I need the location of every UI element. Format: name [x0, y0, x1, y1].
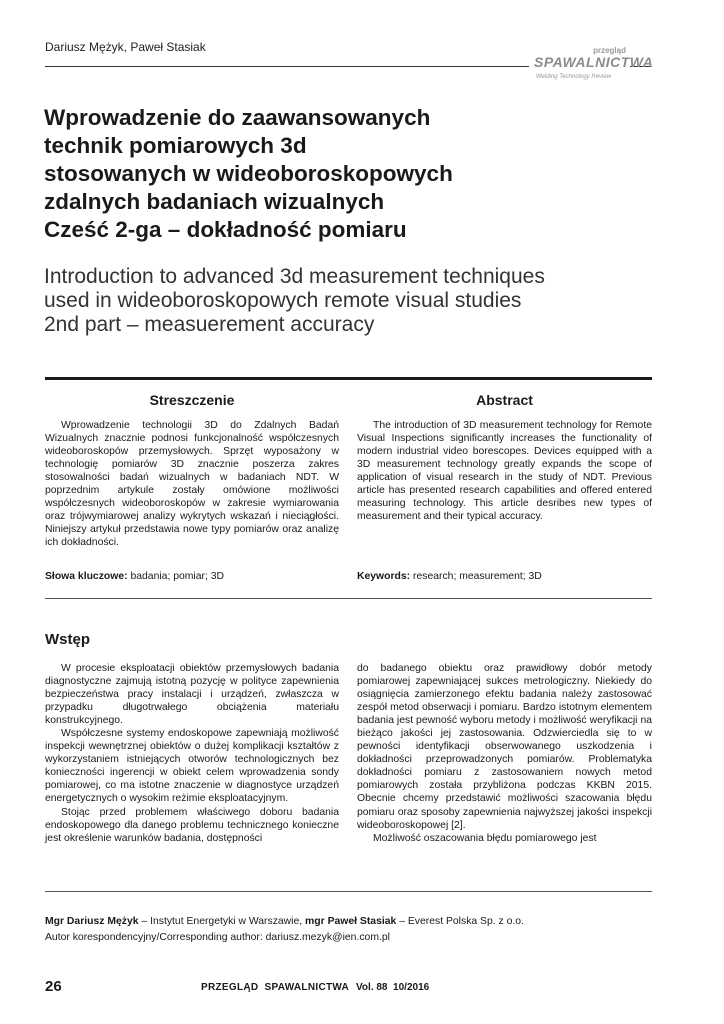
body-paragraph: Możliwość oszacowania błędu pomiarowego jest: [373, 832, 597, 844]
footnote-rule: [45, 891, 652, 892]
institution: – Everest Polska Sp. z o.o.: [396, 916, 524, 927]
keywords-value: badania; pomiar; 3D: [130, 571, 225, 582]
title-polish: [44, 104, 604, 244]
body-paragraph: Współczesne systemy endoskopowe zapewniają możliwość inspekcji wewnętrznej obiektów o dużej komplikacji kształtów z wykorzystaniem istniejących otworów technologicznych bez konieczności ingerencji w obiekt celem wprowadzenia sondy pomiarowej, co ma istotne znaczenie w diagnostyce urządzeń energetycznych o wysokim reżimie eksploatacyjnym.: [45, 728, 339, 805]
abstract-en-text: The introduction of 3D measurement technology for Remote Visual Inspections significantly increases the functionality of modern industrial video borescopes. Devices equipped with a 3D measurement technology greatly expands the scope of application of visual research in the study of NDT. Previous article has presented research capabilities and offered entered measuring technology. This article desribes new types of measurement and their typical accuracy.: [357, 420, 652, 523]
title-line: technik pomiarowych 3d: [44, 133, 307, 158]
body-paragraph: do badanego obiektu oraz prawidłowy dobór metody pomiarowej zapewniającej sukces metrologiczny. Niekiedy do osiągnięcia zamierzonego efektu badania należy zastosować zespół metod obserwacji i pomiaru. Bardzo istotnym elementem badania jest pewność wyboru metody i możliwość weryfikacji na bieżąco jakości jej zastosowania. Odzwierciedla się to w pewności identyfikacji obserwowanego uszkodzenia i dokładności przeprowadzonych pomiarów. Problematyka dokładności pomiaru z zastosowaniem nowych metod pomiarowych została przybliżona podczas KKBN 2015. Obecnie chcemy przedstawić możliwości szacowania błędu pomiaru oraz sposoby zapewnienia najwyższej jakości inspekcji wideoboroskopowej [2].: [357, 663, 652, 831]
logo-main-text: SPAWALNICTWA: [534, 54, 654, 70]
logo-top-text: przegląd: [593, 46, 626, 55]
body-column-right: [357, 662, 652, 845]
institution: – Instytut Energetyki w Warszawie,: [138, 916, 306, 927]
abstract-en-heading: Abstract: [476, 392, 533, 408]
keywords-label: Keywords:: [357, 571, 411, 582]
correspondence-line: Autor korespondencyjny/Corresponding author: dariusz.mezyk@ien.com.pl: [45, 932, 390, 943]
keywords-en: [357, 571, 652, 582]
title-line: used in wideoboroskopowych remote visual studies: [44, 289, 522, 312]
title-line: stosowanych w wideoboroskopowych: [44, 161, 453, 186]
title-line: 2nd part – measuerement accuracy: [44, 313, 375, 336]
author-affiliations: [45, 914, 524, 946]
keywords-label: Słowa kluczowe:: [45, 571, 128, 582]
journal-logo: [534, 46, 654, 86]
abstract-top-rule: [45, 377, 652, 380]
affiliation-line: [45, 914, 524, 930]
title-english: [44, 265, 654, 337]
body-column-left: [45, 662, 339, 845]
title-line: Introduction to advanced 3d measurement techniques: [44, 265, 545, 288]
title-line: Wprowadzenie do zaawansowanych: [44, 105, 431, 130]
body-paragraph: W procesie eksploatacji obiektów przemysłowych badania diagnostyczne zajmują istotną pozycję w polityce zapewnienia bezpieczeństwa pracy instalacji i urządzeń, zwłaszcza w przypadku długotrwałego obciążenia materiału konstrukcyjnego.: [45, 663, 339, 727]
running-header-authors: Dariusz Mężyk, Paweł Stasiak: [45, 40, 206, 54]
keywords-value: research; measurement; 3D: [413, 571, 542, 582]
logo-sub-text: Welding Technology Review: [536, 74, 612, 80]
author-name: mgr Paweł Stasiak: [305, 916, 397, 927]
title-line: Cześć 2-ga – dokładność pomiaru: [44, 217, 407, 242]
author-name: Mgr Dariusz Mężyk: [45, 916, 139, 927]
body-paragraph: Stojąc przed problemem właściwego doboru badania endoskopowego dla danego problemu technicznego konieczne jest określenie warunków badania, dostępności: [45, 806, 339, 844]
abstract-pl-heading: Streszczenie: [149, 392, 235, 408]
keywords-pl: [45, 571, 339, 582]
abstract-bottom-rule: [45, 598, 652, 599]
page-number: 26: [45, 978, 62, 995]
footer-journal-name: PRZEGLĄD SPAWALNICTWA: [201, 982, 350, 993]
footer-volume: Vol. 88 10/2016: [356, 982, 430, 993]
section-heading: Wstęp: [45, 631, 90, 648]
header-divider: [45, 66, 529, 67]
title-line: zdalnych badaniach wizualnych: [44, 189, 385, 214]
abstract-pl-text: Wprowadzenie technologii 3D do Zdalnych Badań Wizualnych znacznie podnosi funkcjonalność współczesnych wideoboroskopów przemysłowych. Sprzęt wyposażony w technologię pomiarów 3D znacznie poszerza zakres stosowalności badań wizualnych w badaniach NDT. W poprzednim artykule zostały omówione możliwości współczesnych wideoboroskopów w zakresie wymiarowania oraz trójwymiarowej analizy wykrytych wskazań i nieciągłości. Niniejszy artykuł przedstawia nowe typy pomiarów oraz analizę ich dokładności.: [45, 420, 339, 549]
